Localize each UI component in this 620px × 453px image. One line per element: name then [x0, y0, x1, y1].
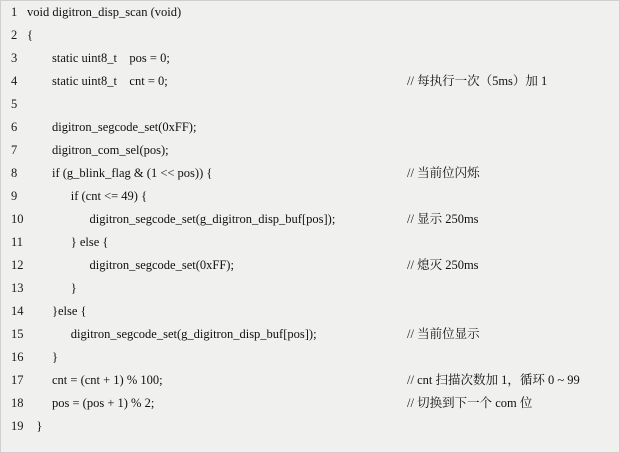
- code-text: digitron_com_sel(pos);: [27, 143, 169, 157]
- code-text: if (g_blink_flag & (1 << pos)) {: [27, 166, 213, 180]
- line-number: 8: [11, 166, 18, 180]
- code-text: {: [27, 28, 33, 42]
- line-number: 6: [11, 120, 18, 134]
- code-text: if (cnt <= 49) {: [27, 189, 148, 203]
- line-number: 11: [11, 235, 24, 249]
- code-line: [1, 254, 619, 277]
- code-line: [1, 392, 619, 415]
- line-number: 7: [11, 143, 18, 157]
- code-text: }: [27, 419, 43, 433]
- code-text: void digitron_disp_scan (void): [27, 5, 182, 19]
- code-line: [1, 300, 619, 323]
- code-comment: // 显示 250ms: [407, 212, 479, 226]
- code-text: }else {: [27, 304, 87, 318]
- code-comment: // cnt 扫描次数加 1，循环 0 ~ 99: [407, 373, 580, 387]
- line-number: 17: [11, 373, 24, 387]
- code-text: digitron_segcode_set(0xFF);: [27, 120, 197, 134]
- code-text: digitron_segcode_set(0xFF);: [27, 258, 234, 272]
- line-number: 1: [11, 5, 18, 19]
- code-line: [1, 139, 619, 162]
- code-line: [1, 231, 619, 254]
- line-number: 4: [11, 74, 18, 88]
- line-number: 9: [11, 189, 18, 203]
- code-text: cnt = (cnt + 1) % 100;: [27, 373, 163, 387]
- code-comment: // 当前位显示: [407, 327, 480, 341]
- code-line: [1, 116, 619, 139]
- code-line: [1, 323, 619, 346]
- line-number: 5: [11, 97, 18, 111]
- code-line: [1, 70, 619, 93]
- code-line: [1, 346, 619, 369]
- code-line: [1, 47, 619, 70]
- code-comment: // 每执行一次（5ms）加 1: [407, 74, 548, 88]
- code-text: static uint8_t cnt = 0;: [27, 74, 168, 88]
- line-number: 19: [11, 419, 24, 433]
- code-line: [1, 1, 619, 24]
- code-line: [1, 415, 619, 438]
- code-line: [1, 162, 619, 185]
- code-line: [1, 93, 619, 116]
- code-text: } else {: [27, 235, 109, 249]
- code-text: pos = (pos + 1) % 2;: [27, 396, 155, 410]
- code-line: [1, 24, 619, 47]
- line-number: 13: [11, 281, 24, 295]
- code-text: static uint8_t pos = 0;: [27, 51, 170, 65]
- code-line: [1, 185, 619, 208]
- code-text: digitron_segcode_set(g_digitron_disp_buf[pos]);: [27, 212, 336, 226]
- code-text: }: [27, 350, 58, 364]
- code-text: }: [27, 281, 77, 295]
- code-line: [1, 208, 619, 231]
- code-line: [1, 369, 619, 392]
- line-number: 18: [11, 396, 24, 410]
- line-number: 10: [11, 212, 24, 226]
- code-comment: // 熄灭 250ms: [407, 258, 479, 272]
- code-comment: // 切换到下一个 com 位: [407, 396, 533, 410]
- line-number: 15: [11, 327, 24, 341]
- code-line: [1, 277, 619, 300]
- line-number: 14: [11, 304, 24, 318]
- code-comment: // 当前位闪烁: [407, 166, 480, 180]
- line-number: 16: [11, 350, 24, 364]
- line-number: 2: [11, 28, 18, 42]
- line-number: 3: [11, 51, 18, 65]
- line-number: 12: [11, 258, 24, 272]
- code-text: digitron_segcode_set(g_digitron_disp_buf[pos]);: [27, 327, 317, 341]
